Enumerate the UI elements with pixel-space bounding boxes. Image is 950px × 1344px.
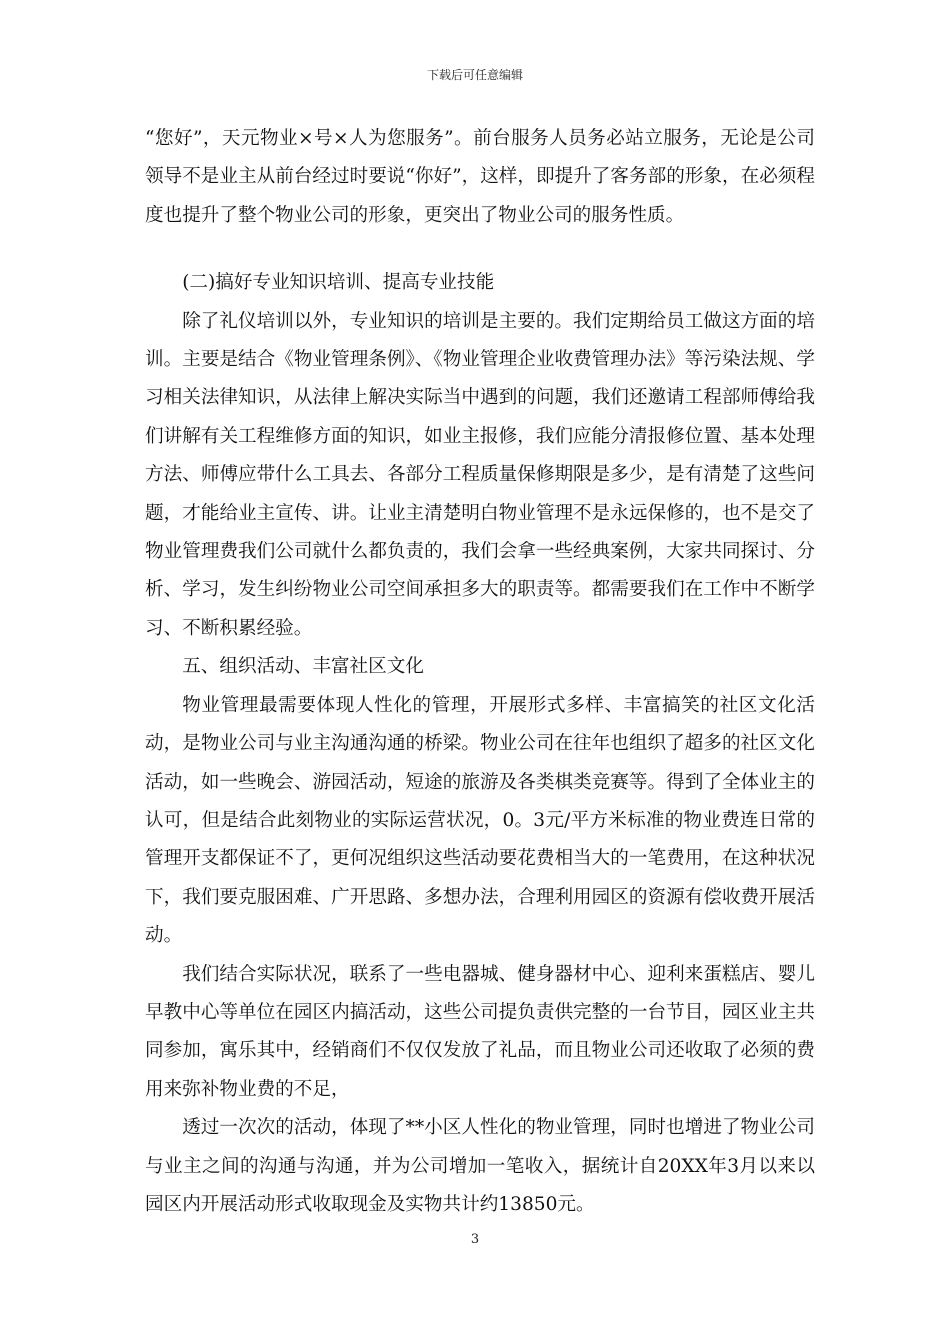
section-heading: (二)搞好专业知识培训、提高专业技能 <box>182 272 495 294</box>
paragraph: 除了礼仪培训以外，专业知识的培训是主要的。我们定期给员工做这方面的培训。主要是结合《物业管理条例》、《物业管理企业收费管理办法》等污染法规、学习相关法律知识，从法律上解决实际当中遇到的问题，我们还邀请工程部师傅给我们讲解有关工程维修方面的知识，如业主报修，我们应能分清报修位置、基本处理方法、师傅应带什么工具去、各部分工程质量保修期限是多少，是有清楚了这些问题，才能给业主宣传、讲。让业主清楚明白物业管理不是永远保修的，也不是交了物业管理费我们公司就什么都负责的，我们会拿一些经典案例，大家共同探讨、分析、学习，发生纠纷物业公司空间承担多大的职责等。都需要我们在工作中不断学习、不断积累经验。 <box>145 310 815 639</box>
section-heading: 五、组织活动、丰富社区文化 <box>182 656 424 678</box>
paragraph: 物业管理最需要体现人性化的管理，开展形式多样、丰富搞笑的社区文化活动，是物业公司与业主沟通沟通的桥梁。物业公司在往年也组织了超多的社区文化活动，如一些晚会、游园活动，短途的旅游及各类棋类竞赛等。得到了全体业主的认可，但是结合此刻物业的实际运营状况，0。3元/平方米标准的物业费连日常的管理开支都保证不了，更何况组织这些活动要花费相当大的一笔费用，在这种状况下，我们要克服困难、广开思路、多想办法，合理利用园区的资源有偿收费开展活动。 <box>145 694 815 947</box>
paragraph: 透过一次次的活动，体现了**小区人性化的物业管理，同时也增进了物业公司与业主之间的沟通与沟通，并为公司增加一笔收入，据统计自20XX年3月以来以园区内开展活动形式收取现金及实物共计约13850元。 <box>145 1117 815 1215</box>
document-body <box>145 120 815 1224</box>
paragraph: 我们结合实际状况，联系了一些电器城、健身器材中心、迎利来蛋糕店、婴儿早教中心等单位在园区内搞活动，这些公司提负责供完整的一台节目，园区业主共同参加，寓乐其中，经销商们不仅仅发放了礼品，而且物业公司还收取了必须的费用来弥补物业费的不足， <box>145 963 815 1100</box>
paragraph-gap <box>145 235 815 264</box>
paragraph: “您好”，天元物业×号×人为您服务”。前台服务人员务必站立服务，无论是公司领导不是业主从前台经过时要说“你好”，这样，即提升了客务部的形象，在必须程度也提升了整个物业公司的形象，更突出了物业公司的服务性质。 <box>145 128 815 226</box>
page-header: 下载后可任意编辑 <box>426 68 523 82</box>
page-number: 3 <box>470 1232 480 1247</box>
